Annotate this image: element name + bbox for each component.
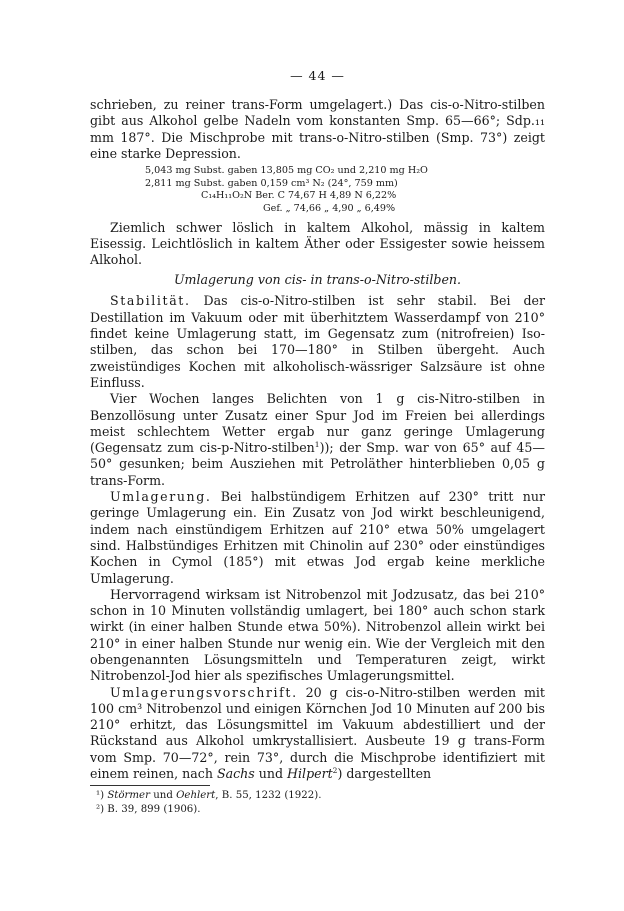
- analysis-found: Gef. „ 74,66 „ 4,90 „ 6,49%: [263, 202, 396, 214]
- paragraph-solubility: Ziemlich schwer löslich in kaltem Alkohol, mässig in kaltem Eisessig. Leichtlöslich in kaltem Äther oder Essigester sowie heissem Alkohol.: [90, 219, 545, 268]
- footnote-1-author2: Oehlert: [176, 790, 216, 802]
- analysis-calculated: C₁₄H₁₁O₂N Ber. C 74,67 H 4,89 N 6,22%: [201, 190, 397, 202]
- footnote-1-citation: , B. 55, 1232 (1922).: [215, 790, 322, 802]
- procedure-text-2: ) dargestellten: [337, 766, 432, 782]
- procedure-text-1: 20 g cis-o-Nitro-stilben werden mit 100 cm³ Nitrobenzol und einigen Körnchen Jod 10 Minuten auf 200 bis 210° erhitzt, das Lösungsmittel im Vakuum abdestilliert und der Rückstand aus Alkohol umkrystallisiert. Ausbeute 19 g trans-Form vom Smp. 70—72°, rein 73°, durch die Mischprobe identifiziert mit einem reinen, nach: [90, 684, 545, 782]
- paragraph-nitrobenzene: Hervorragend wirksam ist Nitrobenzol mit Jodzusatz, das bei 210° schon in 10 Minuten vollständig umlagert, bei 180° auch schon stark wirkt (in einer halben Stunde etwa 50%). Nitrobenzol allein wirkt bei 210° in einer halben Stunde nur wenig ein. Wie der Vergleich mit den obengenannten Lösungsmitteln und Temperaturen zeigt, wirkt Nitrobenzol-Jod hier als spezifisches Umlagerungsmittel.: [90, 586, 545, 684]
- term-stability: Stabilität.: [110, 293, 191, 309]
- stability-text: Das cis-o-Nitro-stilben ist sehr stabil. Bei der Destillation im Vakuum oder mit überhitztem Wasserdampf von 210° findet keine Umlagerung statt, im Gegensatz zum (nitrofreien) Iso-stilben, das schon bei 170—180° in Stilben übergeht. Auch zweistündiges Kochen mit alkoholisch-wässriger Salzsäure ist ohne Einfluss.: [90, 293, 545, 390]
- paragraph-procedure: [90, 685, 545, 783]
- footnote-ref-1: 1: [314, 439, 320, 449]
- footnote-ref-2: 2: [332, 765, 338, 775]
- footnote-2: [96, 803, 545, 816]
- term-rearrangement: Umlagerung.: [110, 489, 212, 505]
- analysis-line-2: 2,811 mg Subst. gaben 0,159 cm³ N₂ (24°, 759 mm): [145, 177, 398, 189]
- paragraph-1: schrieben, zu reiner trans-Form umgelagert.) Das cis-o-Nitro-stilben gibt aus Alkohol gelbe Nadeln vom konstanten Smp. 65—66°; Sdp.₁₁ mm 187°. Die Mischprobe mit trans-o-Nitro-stilben (Smp. 73°) zeigt eine starke Depression.: [90, 97, 545, 161]
- page-number: — 44 —: [290, 68, 345, 83]
- paragraph-exposure: [90, 391, 545, 489]
- elemental-analysis: [145, 165, 545, 215]
- procedure-and: und: [254, 766, 288, 782]
- footnote-2-citation: B. 39, 899 (1906).: [104, 803, 201, 815]
- footnote-1-and: und: [149, 790, 177, 802]
- footnote-rule: [90, 785, 210, 786]
- paragraph-rearrangement: [90, 489, 545, 587]
- footnote-1-mark: ¹): [96, 790, 105, 802]
- exposure-text-before: Vier Wochen langes Belichten von 1 g cis-Nitro-stilben in Benzollösung unter Zusatz einer Spur Jod im Freien bei allerdings meist schlechtem Wetter ergab nur ganz geringe Umlagerung (Gegensatz zum cis-p-Nitro-stilben: [90, 391, 545, 456]
- footnote-1-author: Störmer: [107, 790, 150, 802]
- paragraph-stability: [90, 293, 545, 391]
- exposure-text-after: )); der Smp. war von 65° auf 45—50° gesunken; beim Ausziehen mit Petroläther hinterblieben 0,05 g trans-Form.: [90, 440, 545, 488]
- rearrangement-text: Bei halbstündigem Erhitzen auf 230° tritt nur geringe Umlagerung ein. Ein Zusatz von Jod wirkt beschleunigend, indem nach einstündigem Erhitzen auf 210° etwa 50% umgelagert sind. Halbstündiges Erhitzen mit Chinolin auf 230° oder einstündiges Kochen in Cymol (185°) mit etwas Jod ergab keine merkliche Umlagerung.: [90, 489, 545, 586]
- analysis-line-1: 5,043 mg Subst. gaben 13,805 mg CO₂ und 2,210 mg H₂O: [145, 165, 428, 177]
- term-procedure: Umlagerungsvorschrift.: [110, 684, 298, 700]
- section-heading: Umlagerung von cis- in trans-o-Nitro-stilben.: [173, 272, 462, 288]
- document-page: [90, 68, 545, 816]
- footnote-1: [96, 789, 545, 802]
- footnote-2-mark: ²): [96, 803, 105, 815]
- author-sachs: Sachs: [216, 766, 255, 782]
- author-hilpert: Hilpert: [287, 766, 333, 782]
